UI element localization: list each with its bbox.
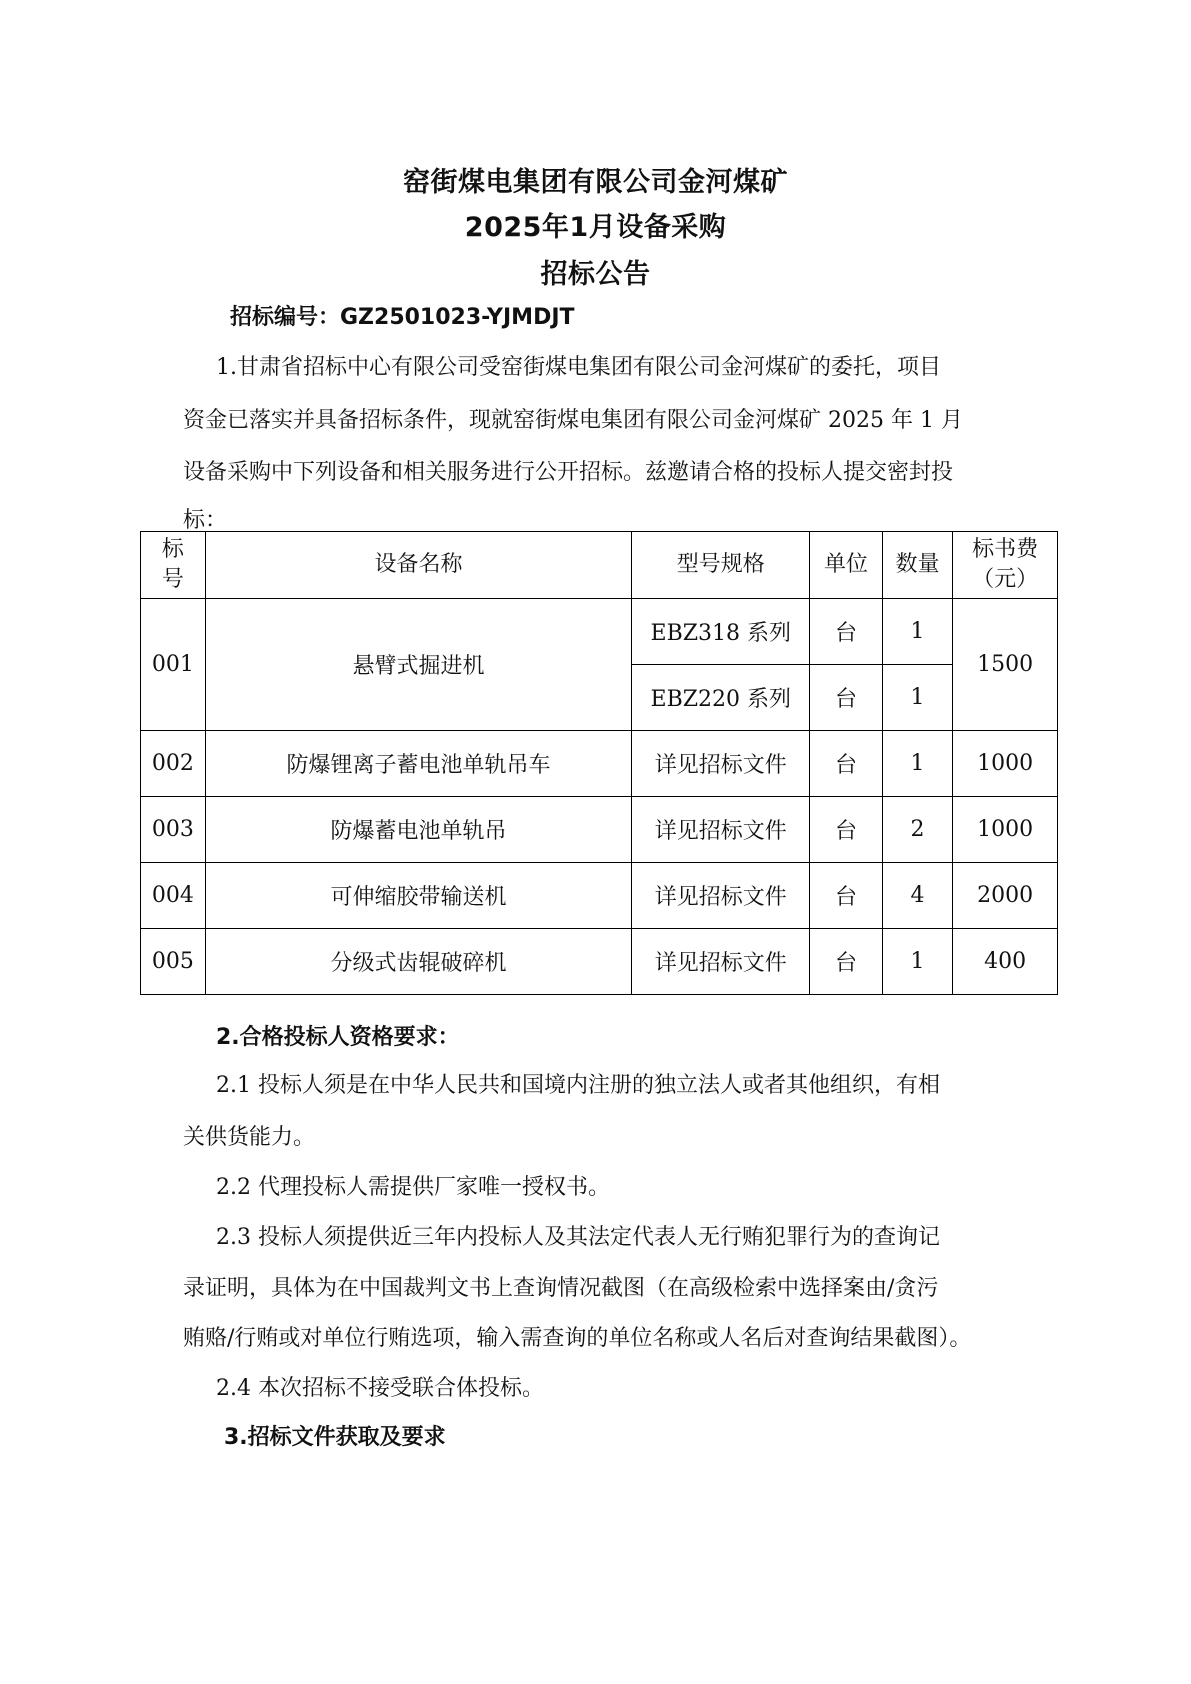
title-project: 2025年1月设备采购: [464, 212, 727, 243]
title-notice: 招标公告: [540, 259, 651, 290]
intro-line-2: 资金已落实并具备招标条件，现就窑街煤电集团有限公司金河煤矿 2025 年 1 月: [183, 408, 963, 433]
cell-unit: 台: [810, 665, 882, 731]
title-company: 窑街煤电集团有限公司金河煤矿: [403, 167, 788, 198]
section-2-1-line-1: 2.1 投标人须是在中华人民共和国境内注册的独立法人或者其他组织，有相: [216, 1073, 940, 1098]
cell-fee: 1000: [953, 797, 1058, 863]
section-2-3-line-1: 2.3 投标人须提供近三年内投标人及其法定代表人无行贿犯罪行为的查询记: [216, 1225, 940, 1250]
intro-line-3: 设备采购中下列设备和相关服务进行公开招标。兹邀请合格的投标人提交密封投: [183, 460, 954, 485]
cell-no: 002: [141, 731, 206, 797]
cell-qty: 1: [882, 929, 952, 995]
cell-unit: 台: [810, 731, 882, 797]
cell-no: 003: [141, 797, 206, 863]
intro-line-1: 1.甘肃省招标中心有限公司受窑街煤电集团有限公司金河煤矿的委托，项目: [216, 355, 941, 380]
cell-name: 防爆蓄电池单轨吊: [205, 797, 632, 863]
equipment-table: [140, 531, 1058, 995]
section-2-3-line-3: 贿赂/行贿或对单位行贿选项，输入需查询的单位名称或人名后对查询结果截图）。: [183, 1326, 972, 1351]
section-2-1-line-2: 关供货能力。: [183, 1125, 316, 1150]
header-qty: 数量: [882, 532, 952, 599]
table-row: [141, 599, 1058, 665]
section-2-2: 2.2 代理投标人需提供厂家唯一授权书。: [216, 1175, 610, 1200]
cell-fee: 2000: [953, 863, 1058, 929]
cell-fee: 400: [953, 929, 1058, 995]
table-row: [141, 929, 1058, 995]
cell-unit: 台: [810, 599, 882, 665]
cell-model: EBZ220 系列: [632, 665, 810, 731]
cell-unit: 台: [810, 929, 882, 995]
cell-no: 004: [141, 863, 206, 929]
cell-model: 详见招标文件: [632, 863, 810, 929]
section-2-4: 2.4 本次招标不接受联合体投标。: [216, 1376, 544, 1401]
cell-name: 分级式齿辊破碎机: [205, 929, 632, 995]
section-3-heading: 3.招标文件获取及要求: [224, 1425, 446, 1450]
cell-name: 悬臂式掘进机: [205, 599, 632, 731]
cell-unit: 台: [810, 863, 882, 929]
header-name: 设备名称: [205, 532, 632, 599]
header-unit: 单位: [810, 532, 882, 599]
section-2-3-line-2: 录证明，具体为在中国裁判文书上查询情况截图（在高级检索中选择案由/贪污: [183, 1276, 939, 1301]
cell-model: EBZ318 系列: [632, 599, 810, 665]
table-header-row: [141, 532, 1058, 599]
section-2-heading: 2.合格投标人资格要求：: [216, 1025, 460, 1050]
header-model: 型号规格: [632, 532, 810, 599]
cell-no: 001: [141, 599, 206, 731]
intro-line-4: 标：: [183, 508, 228, 533]
table-row: [141, 863, 1058, 929]
cell-model: 详见招标文件: [632, 929, 810, 995]
bid-number: 招标编号：GZ2501023-YJMDJT: [230, 305, 575, 330]
cell-qty: 4: [882, 863, 952, 929]
cell-qty: 2: [882, 797, 952, 863]
cell-model: 详见招标文件: [632, 731, 810, 797]
cell-unit: 台: [810, 797, 882, 863]
table-row: [141, 731, 1058, 797]
header-no: 标号: [141, 532, 206, 599]
cell-qty: 1: [882, 665, 952, 731]
table-row: [141, 797, 1058, 863]
cell-name: 防爆锂离子蓄电池单轨吊车: [205, 731, 632, 797]
cell-no: 005: [141, 929, 206, 995]
header-fee: 标书费（元）: [953, 532, 1058, 599]
cell-qty: 1: [882, 599, 952, 665]
cell-name: 可伸缩胶带输送机: [205, 863, 632, 929]
cell-model: 详见招标文件: [632, 797, 810, 863]
cell-fee: 1500: [953, 599, 1058, 731]
cell-qty: 1: [882, 731, 952, 797]
cell-fee: 1000: [953, 731, 1058, 797]
